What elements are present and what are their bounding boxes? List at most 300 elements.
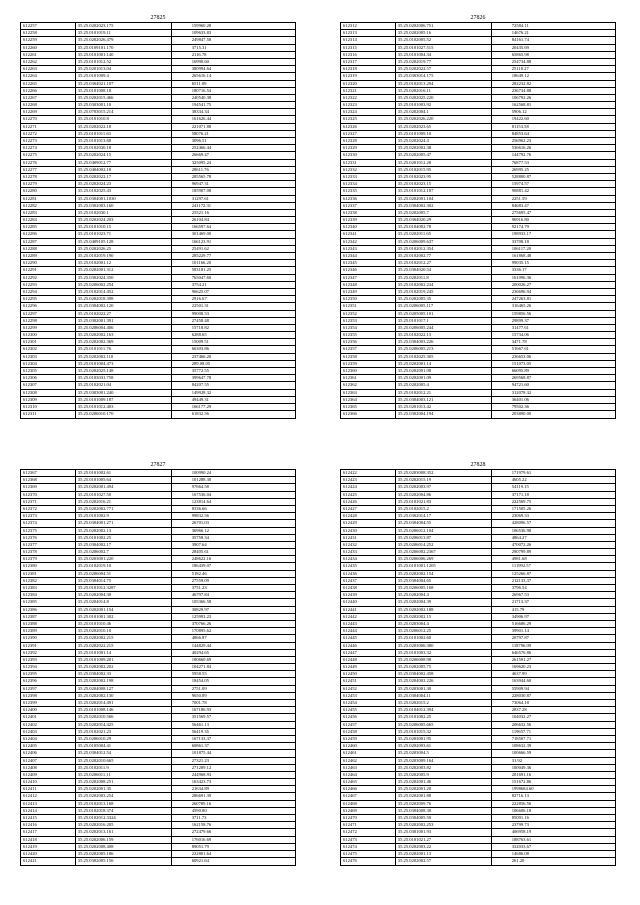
record-id-cell: 612435 [341, 563, 396, 569]
amount-cell: 125993.23 [191, 613, 212, 619]
cadastral-code-cell: 35.25.0202010.10 [76, 628, 172, 634]
record-id-cell: 612380 [21, 563, 76, 569]
amount-cell: 170895.62 [191, 628, 212, 634]
amount-cell: 163944.60 [511, 678, 532, 684]
table-row [21, 714, 295, 721]
cadastral-code-cell: 35.25.0101012.403 [76, 404, 172, 410]
record-id-cell: 612346 [341, 267, 396, 273]
record-id-cell: 612409 [21, 772, 76, 778]
table-row [21, 289, 295, 296]
table-row [21, 188, 295, 195]
amount-cell: 96625.07 [191, 288, 209, 294]
cadastral-code-cell: 35.25.0202018.398 [76, 296, 172, 302]
amount-cell: 254734.88 [511, 58, 532, 64]
record-id-cell: 612406 [21, 750, 76, 756]
table-row [21, 758, 295, 765]
table-row [21, 628, 295, 635]
amount-cell: 325095.24 [191, 159, 212, 165]
table-row [341, 275, 615, 282]
table-row [21, 585, 295, 592]
amount-cell: 36401.06 [511, 396, 529, 402]
record-id-cell: 612421 [21, 858, 76, 865]
record-id-cell: 612340 [341, 224, 396, 230]
record-id-cell: 612303 [21, 354, 76, 360]
record-id-cell: 612433 [341, 549, 396, 555]
cadastral-code-cell: 35.25.0202001.312 [76, 267, 172, 273]
amount-cell: 14676.21 [511, 30, 529, 36]
record-id-cell: 612353 [341, 318, 396, 324]
cadastral-code-cell: 35.25.0205005.101 [396, 311, 492, 317]
cadastral-code-cell: 35.25.0101019.11 [76, 30, 172, 36]
cadastral-code-cell: 35.25.0202016.11 [396, 88, 492, 94]
cadastral-code-cell: 35.25.0101009.201 [76, 657, 172, 663]
amount-cell: 161626.44 [191, 116, 212, 122]
amount-cell: 84161.74 [511, 37, 529, 43]
record-id-cell: 612369 [21, 484, 76, 490]
amount-cell: 269568.87 [511, 375, 532, 381]
table-row [21, 116, 295, 123]
record-id-cell: 612300 [21, 332, 76, 338]
record-id-cell: 612287 [21, 239, 76, 245]
amount-cell: 26669.47 [191, 152, 209, 158]
record-id-cell: 612358 [341, 354, 396, 360]
amount-cell: 25118.27 [511, 66, 529, 72]
cadastral-code-cell: 35.25.0102011.9 [76, 765, 172, 771]
amount-cell: 101166.20 [191, 260, 212, 266]
cadastral-code-cell: 35.25.0101015.32 [396, 729, 492, 735]
table-row [21, 643, 295, 650]
amount-cell: 167186.93 [191, 707, 212, 713]
amount-cell: 15009.51 [191, 339, 209, 345]
cadastral-code-cell: 35.25.0206012.104 [396, 528, 492, 534]
table-row [341, 160, 615, 167]
cadastral-code-cell: 35.25.0102025.43 [76, 188, 172, 194]
table-row [21, 217, 295, 224]
table-row [341, 858, 615, 865]
page-number: 27828 [470, 462, 486, 468]
table-row [21, 492, 295, 499]
amount-cell: 161096.36 [511, 274, 532, 280]
amount-cell: 100049.36 [511, 764, 532, 770]
cadastral-code-cell: 35.25.0102021.23 [76, 729, 172, 735]
amount-cell: 54119.15 [511, 484, 529, 490]
table-row [341, 628, 615, 635]
amount-cell: 19422.60 [511, 116, 529, 122]
record-id-cell: 612367 [21, 470, 76, 476]
record-id-cell: 612336 [341, 196, 396, 202]
amount-cell: 159856.56 [511, 310, 532, 316]
amount-cell: 236653.06 [511, 353, 532, 359]
table-row [21, 131, 295, 138]
amount-cell: 351569.57 [191, 714, 212, 720]
table-row [341, 102, 615, 109]
cadastral-code-cell: 35.25.0202005.47 [396, 152, 492, 158]
record-id-cell: 612386 [21, 607, 76, 613]
cadastral-code-cell: 35.25.0203001.30 [396, 686, 492, 692]
table-row [21, 181, 295, 188]
record-id-cell: 612266 [21, 88, 76, 94]
amount-cell: 247263.81 [511, 296, 532, 302]
table-row [21, 678, 295, 685]
cadastral-code-cell: 35.25.0201012.28 [396, 160, 492, 166]
table-row [21, 332, 295, 339]
table-row [21, 607, 295, 614]
table-row [341, 470, 615, 477]
cadastral-code-cell: 35.25.0202001.20 [396, 786, 492, 792]
record-id-cell: 612355 [341, 332, 396, 338]
table-row [341, 346, 615, 353]
amount-cell: 222856.56 [511, 800, 532, 806]
cadastral-code-cell: 35.25.0202025.148 [76, 368, 172, 374]
amount-cell: 516686.29 [511, 620, 532, 626]
amount-cell: 244968.93 [191, 771, 212, 777]
amount-cell: 66303.86 [191, 346, 209, 352]
record-id-cell: 612462 [341, 758, 396, 764]
amount-cell: 167133.37 [191, 735, 212, 741]
table-row [21, 592, 295, 599]
cadastral-code-cell: 35.25.0101001.14 [76, 650, 172, 656]
cadastral-code-cell: 35.25.0202024.23 [76, 181, 172, 187]
record-id-cell: 612364 [341, 397, 396, 403]
amount-cell: 256962.23 [511, 138, 532, 143]
record-id-cell: 612344 [341, 253, 396, 259]
amount-cell: 25491.62 [191, 245, 209, 251]
record-id-cell: 612320 [341, 81, 396, 87]
record-id-cell: 612267 [21, 95, 76, 101]
record-id-cell: 612305 [21, 368, 76, 374]
record-id-cell: 612330 [341, 152, 396, 158]
table-row [21, 844, 295, 851]
record-id-cell: 612334 [341, 181, 396, 187]
cadastral-code-cell: 35.25.0102021.04 [76, 382, 172, 388]
cadastral-code-cell: 35.25.0202002.13 [76, 528, 172, 534]
cadastral-code-cell: 35.25.0206002.254 [76, 282, 172, 288]
amount-cell: 252466.44 [191, 145, 212, 151]
amount-cell: 101288.30 [191, 477, 212, 483]
cadastral-code-cell: 35.25.0101001.302 [76, 614, 172, 620]
amount-cell: 16990.60 [191, 58, 209, 64]
table-row [21, 722, 295, 729]
record-id-cell: 612370 [21, 492, 76, 498]
record-id-cell: 612383 [21, 585, 76, 591]
cadastral-code-cell: 35.25.0101001.140 [76, 52, 172, 58]
record-id-cell: 612413 [21, 801, 76, 807]
amount-cell: 2916.67 [191, 296, 207, 302]
cadastral-code-cell: 35.25.0202002.188 [396, 607, 492, 613]
cadastral-code-cell: 35.25.0101011.76 [76, 346, 172, 352]
record-id-cell: 612338 [341, 210, 396, 216]
amount-cell: 85091.16 [511, 815, 529, 820]
cadastral-code-cell: 35.25.0302024.350 [76, 275, 172, 281]
amount-cell: 289.08.05 [191, 360, 211, 366]
amount-cell: 35772.55 [191, 368, 209, 373]
cadastral-code-cell: 35.25.0101013.68 [76, 138, 172, 144]
record-id-cell: 612398 [21, 693, 76, 699]
cadastral-code-cell: 35.25.0102030.1 [76, 210, 172, 216]
amount-cell: 646576.86 [511, 649, 532, 655]
amount-cell: 18454.05 [191, 678, 209, 684]
table-row [341, 707, 615, 714]
record-id-cell: 612403 [21, 729, 76, 735]
record-id-cell: 612455 [341, 707, 396, 713]
record-id-cell: 612468 [341, 801, 396, 807]
table-row [341, 671, 615, 678]
record-id-cell: 612476 [341, 858, 396, 865]
record-id-cell: 612463 [341, 765, 396, 771]
record-id-cell: 612414 [21, 808, 76, 814]
record-id-cell: 612259 [21, 37, 76, 43]
table-row [341, 714, 615, 721]
cadastral-code-cell: 35.25.0201013.04 [76, 66, 172, 72]
record-id-cell: 612443 [341, 621, 396, 627]
cadastral-code-cell: 35.25.0206013.87 [396, 535, 492, 541]
amount-cell: 583181.25 [191, 267, 212, 273]
table-row [341, 45, 615, 52]
amount-cell: 316465.26 [511, 303, 532, 309]
cadastral-code-cell: 35.25.0302004.194 [396, 411, 492, 418]
record-id-cell: 612328 [341, 138, 396, 144]
page-panel-27827 [20, 461, 296, 893]
table-row [21, 196, 295, 203]
cadastral-code-cell: 35.25.0202023.65 [396, 124, 492, 130]
record-id-cell: 612347 [341, 275, 396, 281]
cadastral-code-cell: 35.25.0202002.369 [76, 339, 172, 345]
record-id-cell: 612430 [341, 528, 396, 534]
record-id-cell: 612378 [21, 549, 76, 555]
record-id-cell: 612313 [341, 30, 396, 36]
table-row [341, 729, 615, 736]
record-id-cell: 612332 [341, 167, 396, 173]
table-row [21, 499, 295, 506]
amount-cell: 260789.16 [191, 800, 212, 806]
amount-cell: 206632.56 [511, 721, 532, 727]
amount-cell: 162568.81 [511, 102, 532, 108]
record-id-cell: 612311 [21, 411, 76, 418]
cadastral-code-cell: 35.25.0202009.76 [396, 801, 492, 807]
table-row [341, 253, 615, 260]
amount-cell: 56419.35 [191, 728, 209, 734]
record-id-cell: 612411 [21, 786, 76, 792]
amount-cell: 312078.32 [511, 389, 532, 395]
amount-cell: 4864.27 [511, 534, 527, 540]
record-id-cell: 612306 [21, 375, 76, 381]
record-id-cell: 612274 [21, 145, 76, 151]
cadastral-code-cell: 35.25.0206005.665 [396, 722, 492, 728]
record-id-cell: 612362 [341, 382, 396, 388]
record-id-cell: 612402 [21, 722, 76, 728]
amount-cell: 3796.54 [511, 585, 527, 590]
cadastral-code-cell: 35.25.0202002.57 [396, 858, 492, 865]
cadastral-code-cell: 35.25.0304021.107 [76, 81, 172, 87]
record-id-cell: 612323 [341, 102, 396, 108]
cadastral-code-cell: 35.25.0202003.82 [396, 765, 492, 771]
amount-cell: 285229.77 [191, 253, 212, 258]
table-row [21, 59, 295, 66]
cadastral-code-cell: 35.25.0102002.77 [396, 253, 492, 259]
table-row [21, 477, 295, 484]
cadastral-code-cell: 35.25.0101009.4 [76, 73, 172, 79]
amount-cell: 4866.87 [191, 635, 207, 641]
cadastral-code-cell: 35.25.0303014.175 [396, 73, 492, 79]
amount-cell: 96916.80 [511, 217, 529, 223]
amount-cell: 18649.12 [511, 73, 529, 79]
cadastral-code-cell: 35.25.0202005.4 [396, 382, 492, 388]
amount-cell: 99035.15 [511, 260, 529, 266]
cadastral-code-cell: 35.25.0102005.52 [396, 37, 492, 43]
record-id-cell: 612360 [341, 368, 396, 374]
record-id-cell: 612412 [21, 793, 76, 799]
table-row [21, 556, 295, 563]
cadastral-code-cell: 35.25.0102030.18 [76, 145, 172, 151]
amount-cell: 163423.73 [191, 779, 212, 785]
table-row [341, 599, 615, 606]
table-row [341, 325, 615, 332]
cadastral-code-cell: 35.25.0202003.97 [396, 484, 492, 490]
record-id-cell: 612293 [21, 282, 76, 288]
table-row [341, 282, 615, 289]
record-id-cell: 612459 [341, 736, 396, 742]
table-row [341, 318, 615, 325]
table-row [341, 397, 615, 404]
cadastral-code-cell: 35.25.0202015.2 [396, 700, 492, 706]
table-row [21, 152, 295, 159]
amount-cell: 94721.60 [511, 382, 529, 388]
record-id-cell: 612466 [341, 786, 396, 792]
table-row [341, 109, 615, 116]
table-row [21, 52, 295, 59]
record-id-cell: 612271 [21, 124, 76, 130]
cadastral-code-cell: 35.25.0102022.27 [76, 311, 172, 317]
cadastral-code-cell: 35.25.0202024.15 [76, 152, 172, 158]
table-row [21, 571, 295, 578]
record-id-cell: 612384 [21, 592, 76, 598]
cadastral-code-cell: 35.25.0101008.18 [76, 88, 172, 94]
record-id-cell: 612416 [21, 822, 76, 828]
cadastral-code-cell: 35.25.0101001.1205 [396, 563, 492, 569]
record-id-cell: 612385 [21, 599, 76, 605]
table-row [21, 829, 295, 836]
record-id-cell: 612467 [341, 793, 396, 799]
cadastral-code-cell: 35.25.0105004.41 [76, 743, 172, 749]
table-row [341, 484, 615, 491]
amount-cell: 380994.64 [191, 66, 212, 72]
record-id-cell: 612359 [341, 361, 396, 367]
amount-cell: 90881.42 [511, 188, 529, 194]
table-row [341, 686, 615, 693]
record-id-cell: 612348 [341, 282, 396, 288]
amount-cell: 106792.26 [511, 94, 532, 100]
record-id-cell: 612456 [341, 714, 396, 720]
record-id-cell: 612325 [341, 116, 396, 122]
table-row [341, 621, 615, 628]
cadastral-code-cell: 35.25.0101012.187 [396, 188, 492, 194]
record-id-cell: 612401 [21, 714, 76, 720]
table-row [21, 397, 295, 404]
table-row [21, 30, 295, 37]
table-row [341, 643, 615, 650]
cadastral-code-cell: 35.25.0101003.92 [396, 102, 492, 108]
cadastral-code-cell: 35.25.0102002.234 [396, 282, 492, 288]
record-id-cell: 612392 [21, 650, 76, 656]
amount-cell: 20797.87 [511, 635, 529, 641]
record-id-cell: 612282 [21, 203, 76, 209]
cadastral-code-cell: 35.25.0202004.39 [396, 599, 492, 605]
record-id-cell: 612372 [21, 506, 76, 512]
amount-cell: 61832.56 [191, 411, 209, 417]
cadastral-code-cell: 35.25.0202004.30 [76, 592, 172, 598]
cadastral-code-cell: 35.25.0203004.4 [396, 621, 492, 627]
amount-cell: 3471.78 [511, 339, 527, 345]
amount-cell: 51667.61 [511, 346, 529, 352]
amount-cell: 31.92 [511, 757, 523, 763]
amount-cell: 718507.71 [511, 735, 532, 741]
cadastral-code-cell: 35.25.0101009.10 [396, 131, 492, 137]
record-id-cell: 612376 [21, 535, 76, 541]
record-id-cell: 612458 [341, 729, 396, 735]
cadastral-code-cell: 35.25.0202001.13 [396, 851, 492, 857]
table-row [341, 801, 615, 808]
amount-cell: 108632.39 [511, 743, 532, 749]
amount-cell: 37171.18 [511, 491, 529, 497]
table-row [341, 549, 615, 556]
cadastral-code-cell: 35.25.0303001.10 [76, 102, 172, 108]
record-id-cell: 612397 [21, 686, 76, 692]
record-id-cell: 612286 [21, 231, 76, 237]
amount-cell: 38334.34 [191, 109, 209, 115]
table-row [21, 484, 295, 491]
cadastral-code-cell: 35.25.0304003.121 [396, 397, 492, 403]
amount-cell: 82716.13 [511, 793, 529, 799]
record-id-cell: 612341 [341, 231, 396, 237]
cadastral-code-cell: 35.25.0206004.406 [76, 325, 172, 331]
record-id-cell: 612335 [341, 188, 396, 194]
table-row [21, 657, 295, 664]
amount-cell: 31477.61 [511, 324, 529, 330]
table-row [21, 346, 295, 353]
table-row [341, 578, 615, 585]
cadastral-code-cell: 35.25.0101005.64 [76, 477, 172, 483]
record-id-cell: 612442 [341, 614, 396, 620]
record-id-cell: 612307 [21, 382, 76, 388]
table-row [21, 563, 295, 570]
record-id-cell: 612408 [21, 765, 76, 771]
cadastral-code-cell: 35.25.0102022.13 [396, 332, 492, 338]
table-row [21, 37, 295, 44]
record-id-cell: 612453 [341, 693, 396, 699]
table-row [341, 368, 615, 375]
record-id-cell: 612356 [341, 339, 396, 345]
amount-cell: 15974.57 [511, 181, 529, 187]
table-row [341, 844, 615, 851]
table-row [21, 599, 295, 606]
cadastral-code-cell: 35.25.0202022.57 [396, 66, 492, 72]
amount-cell: 228030.87 [511, 692, 532, 698]
amount-cell: 84853.64 [511, 130, 529, 136]
amount-cell: 106536.98 [511, 527, 532, 533]
table-row [341, 260, 615, 267]
record-id-cell: 612261 [21, 52, 76, 58]
amount-cell: 470072.26 [511, 541, 532, 547]
table-row [21, 621, 295, 628]
record-id-cell: 612395 [21, 671, 76, 677]
record-id-cell: 612475 [341, 851, 396, 857]
record-id-cell: 612296 [21, 303, 76, 309]
amount-cell: 180660.69 [191, 656, 212, 662]
table-row [341, 246, 615, 253]
record-id-cell: 612365 [341, 404, 396, 410]
cadastral-code-cell: 35.25.0304001.1030 [76, 196, 172, 202]
table-row [341, 758, 615, 765]
